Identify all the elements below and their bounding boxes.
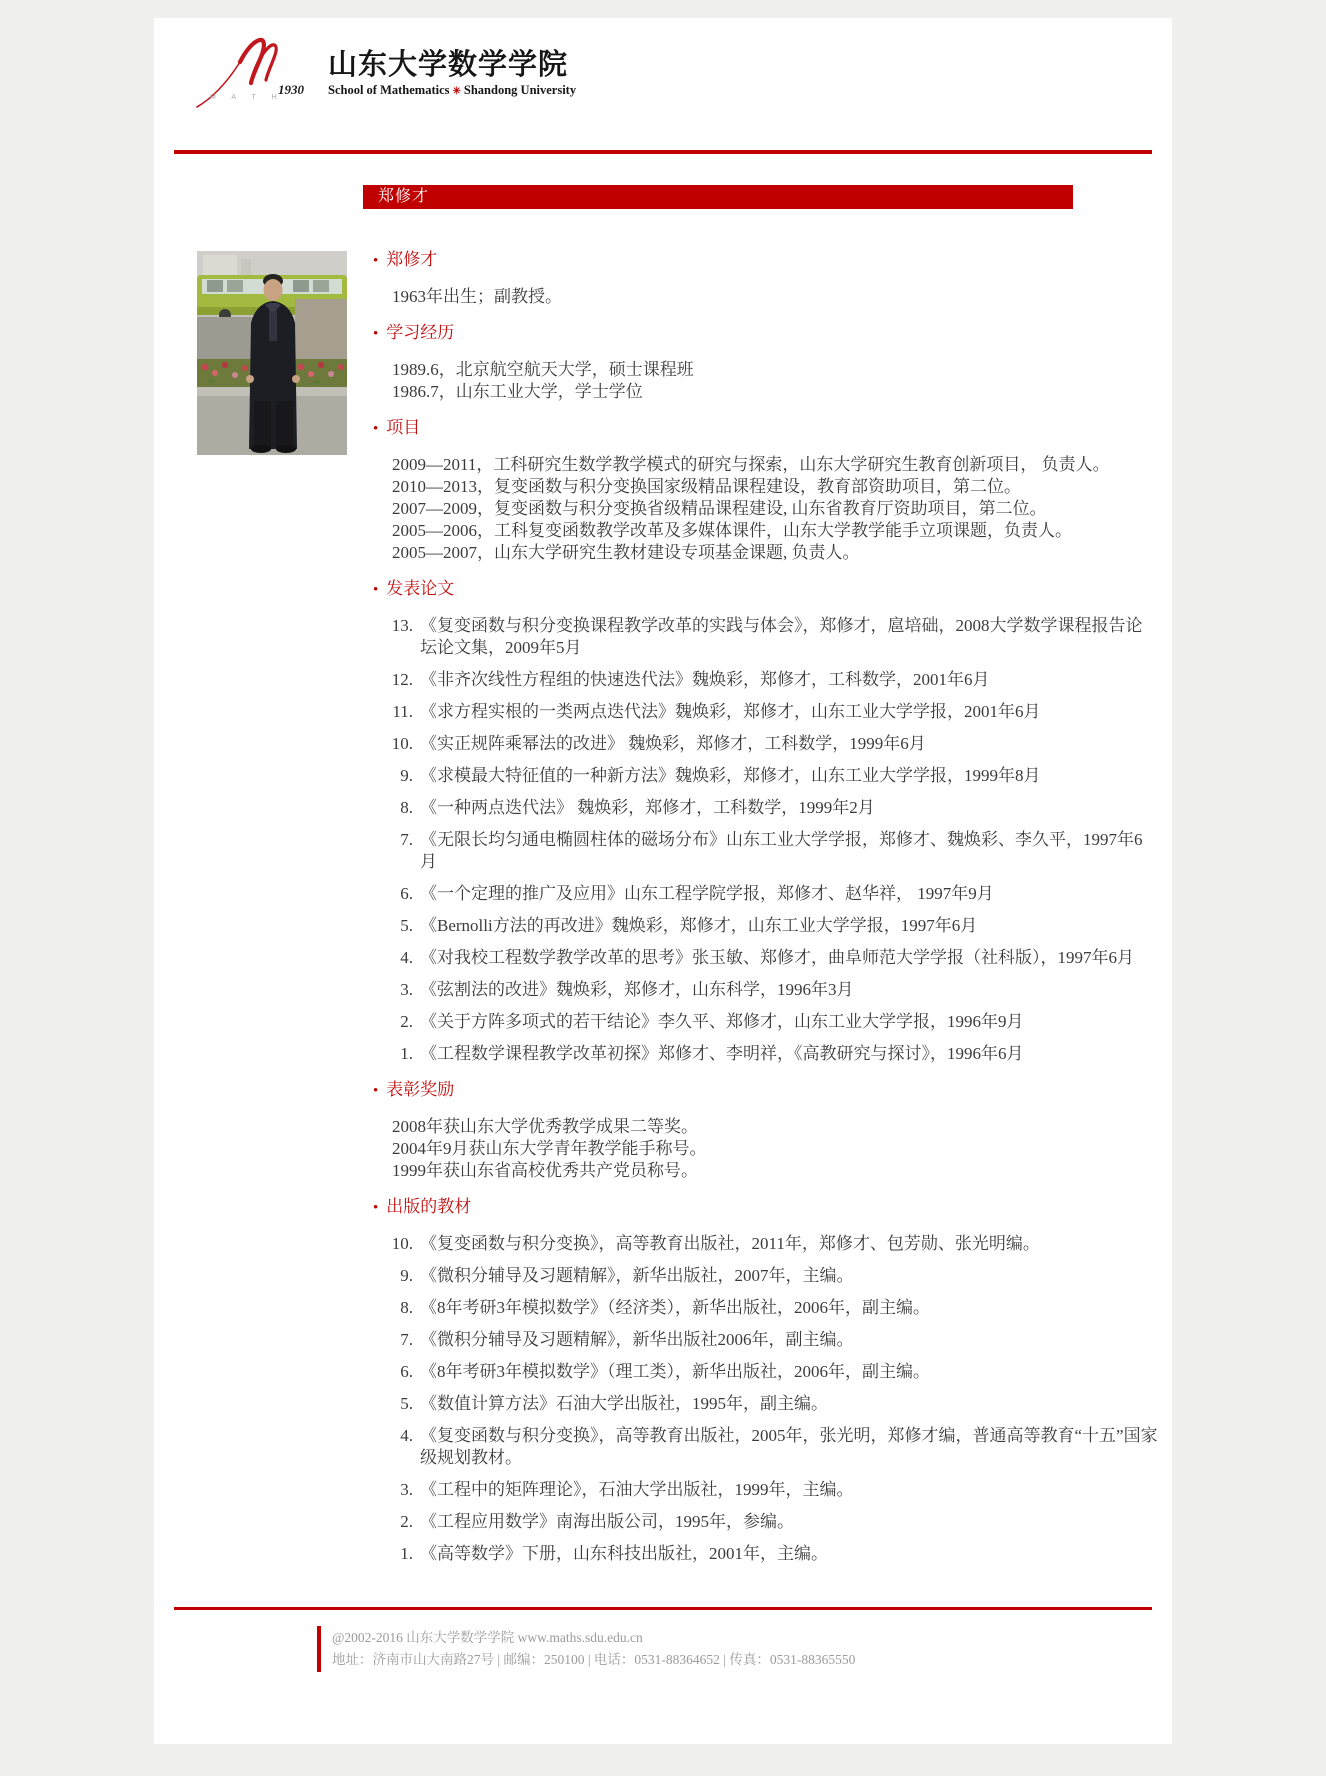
list-item [389,1043,1158,1065]
list-item-text: 《实正规阵乘幂法的改进》 魏焕彩，郑修才，工科数学，1999年6月 [420,734,926,753]
list-item-text: 《微积分辅导及习题精解》，新华出版社，2007年，主编。 [420,1266,854,1285]
section-heading [363,578,1158,601]
list-item-number: 7. [400,830,413,849]
numbered-list [389,1233,1158,1565]
list-item [389,829,1158,873]
section-title: 出版的教材 [386,1197,472,1216]
list-item-text: 《求模最大特征值的一种新方法》魏焕彩，郑修才，山东工业大学学报，1999年8月 [420,766,1041,785]
list-item [389,1425,1158,1469]
list-item-number: 10. [391,1234,413,1253]
list-item-number: 9. [400,1266,413,1285]
list-item [389,1233,1158,1255]
profile-section [363,1079,1158,1182]
list-item-number: 5. [400,1394,413,1413]
list-item [389,1361,1158,1383]
list-item [389,1297,1158,1319]
list-item-text: 《微积分辅导及习题精解》，新华出版社2006年，副主编。 [420,1330,854,1349]
list-item-text: 《数值计算方法》石油大学出版社，1995年，副主编。 [420,1394,828,1413]
profile-section [363,322,1158,403]
list-item-number: 11. [392,702,413,721]
list-item-number: 10. [391,734,413,753]
list-item-number: 2. [400,1012,413,1031]
list-item-number: 1. [400,1544,413,1563]
school-subtitle-en [328,83,576,98]
section-paragraph: 2008年获山东大学优秀教学成果二等奖。 [392,1117,698,1136]
list-item-text: 《Bernolli方法的再改进》魏焕彩，郑修才，山东工业大学学报，1997年6月 [420,916,978,935]
section-paragraph: 1989.6，北京航空航天大学，硕士课程班 [392,360,694,379]
list-item [389,669,1158,691]
footer-text-block [332,1626,855,1672]
footer-accent-bar [317,1626,321,1672]
content-card [154,18,1172,1744]
list-item [389,733,1158,755]
logo-year-label: 1930 [278,82,304,97]
site-header [154,18,1172,150]
bullet-icon: • [373,253,379,269]
section-body [392,1116,1158,1182]
list-item-number: 8. [400,1298,413,1317]
list-item-text: 《8年考研3年模拟数学》（经济类），新华出版社，2006年，副主编。 [420,1298,930,1317]
list-item [389,1011,1158,1033]
bullet-icon: • [373,582,379,598]
section-paragraph: 2004年9月获山东大学青年教学能手称号。 [392,1139,707,1158]
logo-math-label: M A T H [210,94,284,101]
list-item [389,1393,1158,1415]
list-item-text: 《求方程实根的一类两点迭代法》魏焕彩，郑修才，山东工业大学学报，2001年6月 [420,702,1041,721]
list-item-number: 6. [400,884,413,903]
list-item-number: 13. [391,616,413,635]
list-item [389,701,1158,723]
list-item-text: 《一种两点迭代法》 魏焕彩，郑修才，工科数学，1999年2月 [420,798,875,817]
list-item [389,1265,1158,1287]
list-item-text: 《工程数学课程教学改革初探》郑修才、李明祥，《高教研究与探讨》，1996年6月 [420,1044,1024,1063]
bullet-icon: • [373,1083,379,1099]
footer-copyright: @2002-2016 山东大学数学学院 www.maths.sdu.edu.cn [332,1630,643,1645]
profile-content [363,249,1172,1565]
section-paragraph: 2010—2013，复变函数与积分变换国家级精品课程建设，教育部资助项目，第二位。 [392,477,1021,496]
list-item-text: 《高等数学》下册，山东科技出版社，2001年，主编。 [420,1544,828,1563]
list-item [389,979,1158,1001]
list-item [389,1543,1158,1565]
list-item-text: 《对我校工程数学教学改革的思考》张玉敏、郑修才，曲阜师范大学学报（社科版），1997年6月 [420,948,1134,967]
section-title: 项目 [386,418,421,437]
list-item-text: 《非齐次线性方程组的快速迭代法》魏焕彩，郑修才，工科数学，2001年6月 [420,670,990,689]
footer-address: 地址：济南市山大南路27号 | 邮编：250100 | 电话：0531-88364652 | 传真：0531-88365550 [332,1652,856,1667]
list-item-number: 3. [400,1480,413,1499]
list-item-number: 2. [400,1512,413,1531]
bullet-icon: • [373,326,379,342]
section-paragraph: 1963年出生；副教授。 [392,287,562,306]
section-title: 郑修才 [386,250,438,269]
section-title: 表彰奖励 [386,1080,455,1099]
bullet-icon: • [373,1200,379,1216]
profile-section [363,1196,1158,1565]
list-item-number: 12. [391,670,413,689]
profile-banner [363,185,1073,209]
red-dot-icon: ✳ [452,86,461,97]
list-item-number: 6. [400,1362,413,1381]
bullet-icon: • [373,421,379,437]
list-item-text: 《复变函数与积分变换》，高等教育出版社，2005年，张光明，郑修才编，普通高等教育“十五”国家级规划教材。 [420,1426,1158,1467]
profile-photo [197,251,347,455]
section-paragraph: 2005—2006，工科复变函数教学改革及多媒体课件，山东大学教学能手立项课题，负责人。 [392,521,1072,540]
list-item [389,797,1158,819]
list-item-number: 3. [400,980,413,999]
logo-swoosh-icon [194,36,322,112]
list-item-text: 《工程中的矩阵理论》，石油大学出版社，1999年，主编。 [420,1480,854,1499]
section-heading [363,417,1158,440]
logo-text-block [328,36,576,98]
section-paragraph: 2005—2007，山东大学研究生教材建设专项基金课题, 负责人。 [392,543,860,562]
section-title: 发表论文 [386,579,455,598]
list-item [389,1329,1158,1351]
profile-section [363,578,1158,1065]
header-divider [174,150,1152,154]
subtitle-right: Shandong University [463,83,577,97]
section-heading [363,249,1158,272]
section-paragraph: 1986.7，山东工业大学，学士学位 [392,382,643,401]
list-item [389,1511,1158,1533]
section-heading [363,1196,1158,1219]
profile-section [363,249,1158,308]
school-logo [194,36,576,112]
banner-title: 郑修才 [378,188,430,205]
list-item-text: 《工程应用数学》南海出版公司，1995年，参编。 [420,1512,794,1531]
list-item-number: 1. [400,1044,413,1063]
footer-divider [174,1607,1152,1610]
subtitle-left: School of Mathematics [328,83,450,97]
list-item-text: 《复变函数与积分变换课程教学改革的实践与体会》，郑修才，扈培础，2008大学数学课程报告论坛论文集，2009年5月 [420,616,1143,657]
list-item-number: 7. [400,1330,413,1349]
list-item-number: 8. [400,798,413,817]
section-paragraph: 2009—2011，工科研究生数学教学模式的研究与探索，山东大学研究生教育创新项目， 负责人。 [392,455,1110,474]
school-title-cn: 山东大学数学学院 [328,49,569,81]
list-item-text: 《复变函数与积分变换》，高等教育出版社，2011年，郑修才、包芳勋、张光明编。 [420,1234,1040,1253]
list-item-text: 《弦割法的改进》魏焕彩，郑修才，山东科学，1996年3月 [420,980,854,999]
list-item-number: 5. [400,916,413,935]
list-item [389,1479,1158,1501]
list-item-text: 《8年考研3年模拟数学》（理工类），新华出版社，2006年，副主编。 [420,1362,930,1381]
list-item-number: 4. [400,948,413,967]
list-item-text: 《无限长均匀通电椭圆柱体的磁场分布》山东工业大学学报，郑修才、魏焕彩、李久平，1997年6月 [420,830,1143,871]
list-item [389,615,1158,659]
profile-section [363,417,1158,564]
section-paragraph: 2007—2009，复变函数与积分变换省级精品课程建设, 山东省教育厅资助项目，第二位。 [392,499,1047,518]
list-item-number: 4. [400,1426,413,1445]
section-heading [363,1079,1158,1102]
list-item [389,765,1158,787]
section-body [392,359,1158,403]
list-item-number: 9. [400,766,413,785]
list-item [389,915,1158,937]
sections-container [363,249,1158,1565]
list-item [389,883,1158,905]
photo-graphic [197,251,347,455]
section-heading [363,322,1158,345]
section-body [392,286,1158,308]
list-item-text: 《一个定理的推广及应用》山东工程学院学报，郑修才、赵华祥， 1997年9月 [420,884,994,903]
list-item-text: 《关于方阵多项式的若干结论》李久平、郑修才，山东工业大学学报，1996年9月 [420,1012,1024,1031]
site-footer [317,1626,1172,1672]
section-title: 学习经历 [386,323,455,342]
section-body [392,454,1158,564]
numbered-list [389,615,1158,1065]
list-item [389,947,1158,969]
section-paragraph: 1999年获山东省高校优秀共产党员称号。 [392,1161,698,1180]
